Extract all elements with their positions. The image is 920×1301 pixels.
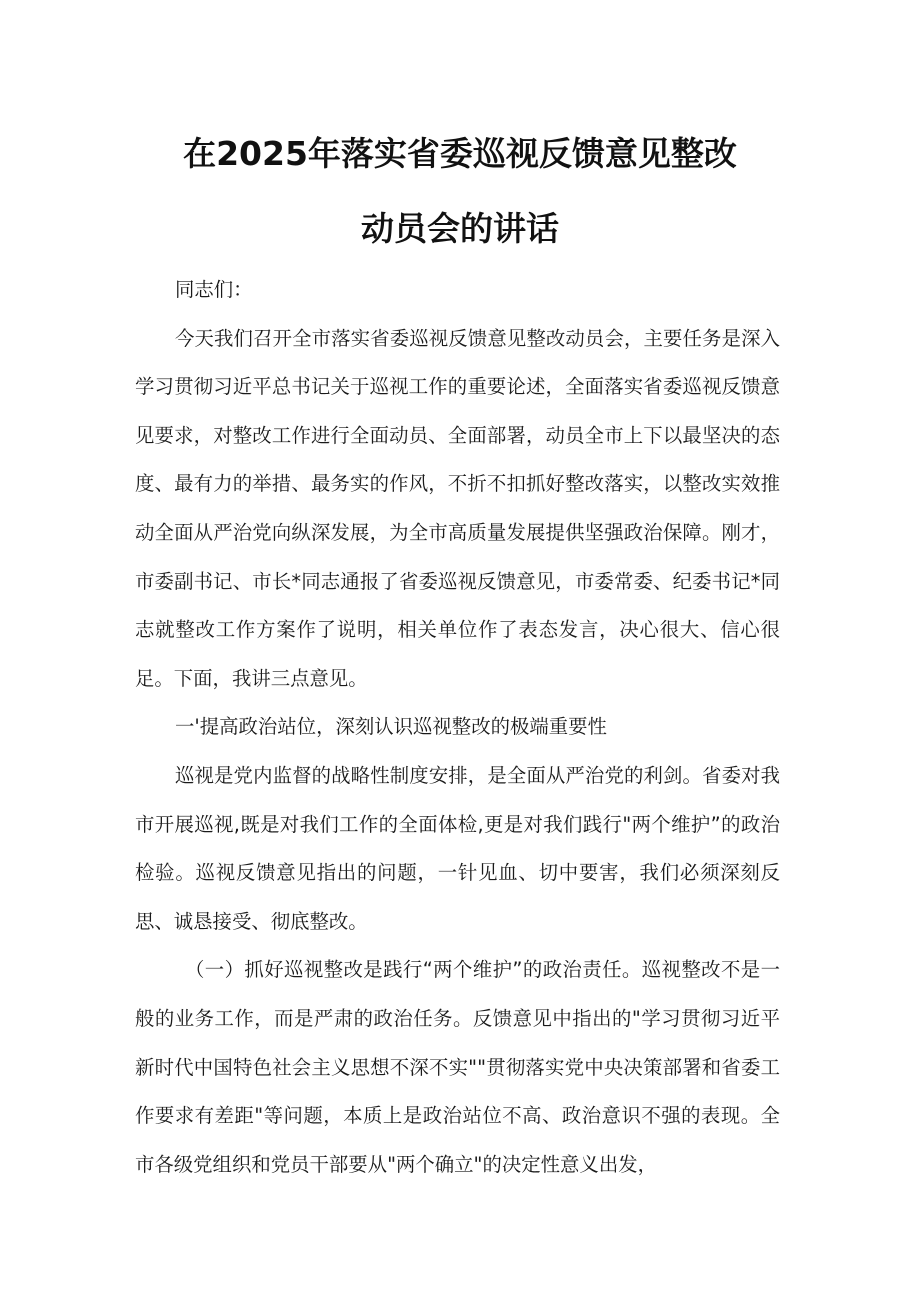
salutation: 同志们：	[175, 278, 253, 301]
paragraph-inspection: 巡视是党内监督的战略性制度安排，是全面从严治党的利剑。省委对我市开展巡视,既是对我们工作的全面体检,更是对我们践行"两个维护”的政治检验。巡视反馈意见指出的问题，一针见血、切中要害，我们必须深刻反思、诚恳接受、彻底整改。	[135, 763, 780, 933]
paragraph-subsection-1: （一）抓好巡视整改是践行“两个维护”的政治责任。巡视整改不是一般的业务工作，而是严肃的政治任务。反馈意见中指出的"学习贯彻习近平新时代中国特色社会主义思想不深不实""贯彻落实党中央决策部署和省委工作要求有差距"等问题，本质上是政治站位不高、政治意识不强的表现。全市各级党组织和党员干部要从"两个确立"的决定性意义出发，	[135, 958, 780, 1176]
section-heading-1: 一'提高政治站位，深刻认识巡视整改的极端重要性	[175, 715, 607, 739]
document-body	[135, 266, 780, 1189]
paragraph-opening: 今天我们召开全市落实省委巡视反馈意见整改动员会，主要任务是深入学习贯彻习近平总书记关于巡视工作的重要论述，全面落实省委巡视反馈意见要求，对整改工作进行全面动员、全面部署，动员全市上下以最坚决的态度、最有力的举措、最务实的作风，不折不扣抓好整改落实，以整改实效推动全面从严治党向纵深发展，为全市高质量发展提供坚强政治保障。刚才，市委副书记、市长*同志通报了省委巡视反馈意见，市委常委、纪委书记*同志就整改工作方案作了说明，相关单位作了表态发言，决心很大、信心很足。下面，我讲三点意见。	[135, 326, 780, 690]
document-title-line2: 动员会的讲话	[361, 209, 559, 248]
document-title-line1: 在2025年落实省委巡视反馈意见整改	[183, 134, 737, 173]
